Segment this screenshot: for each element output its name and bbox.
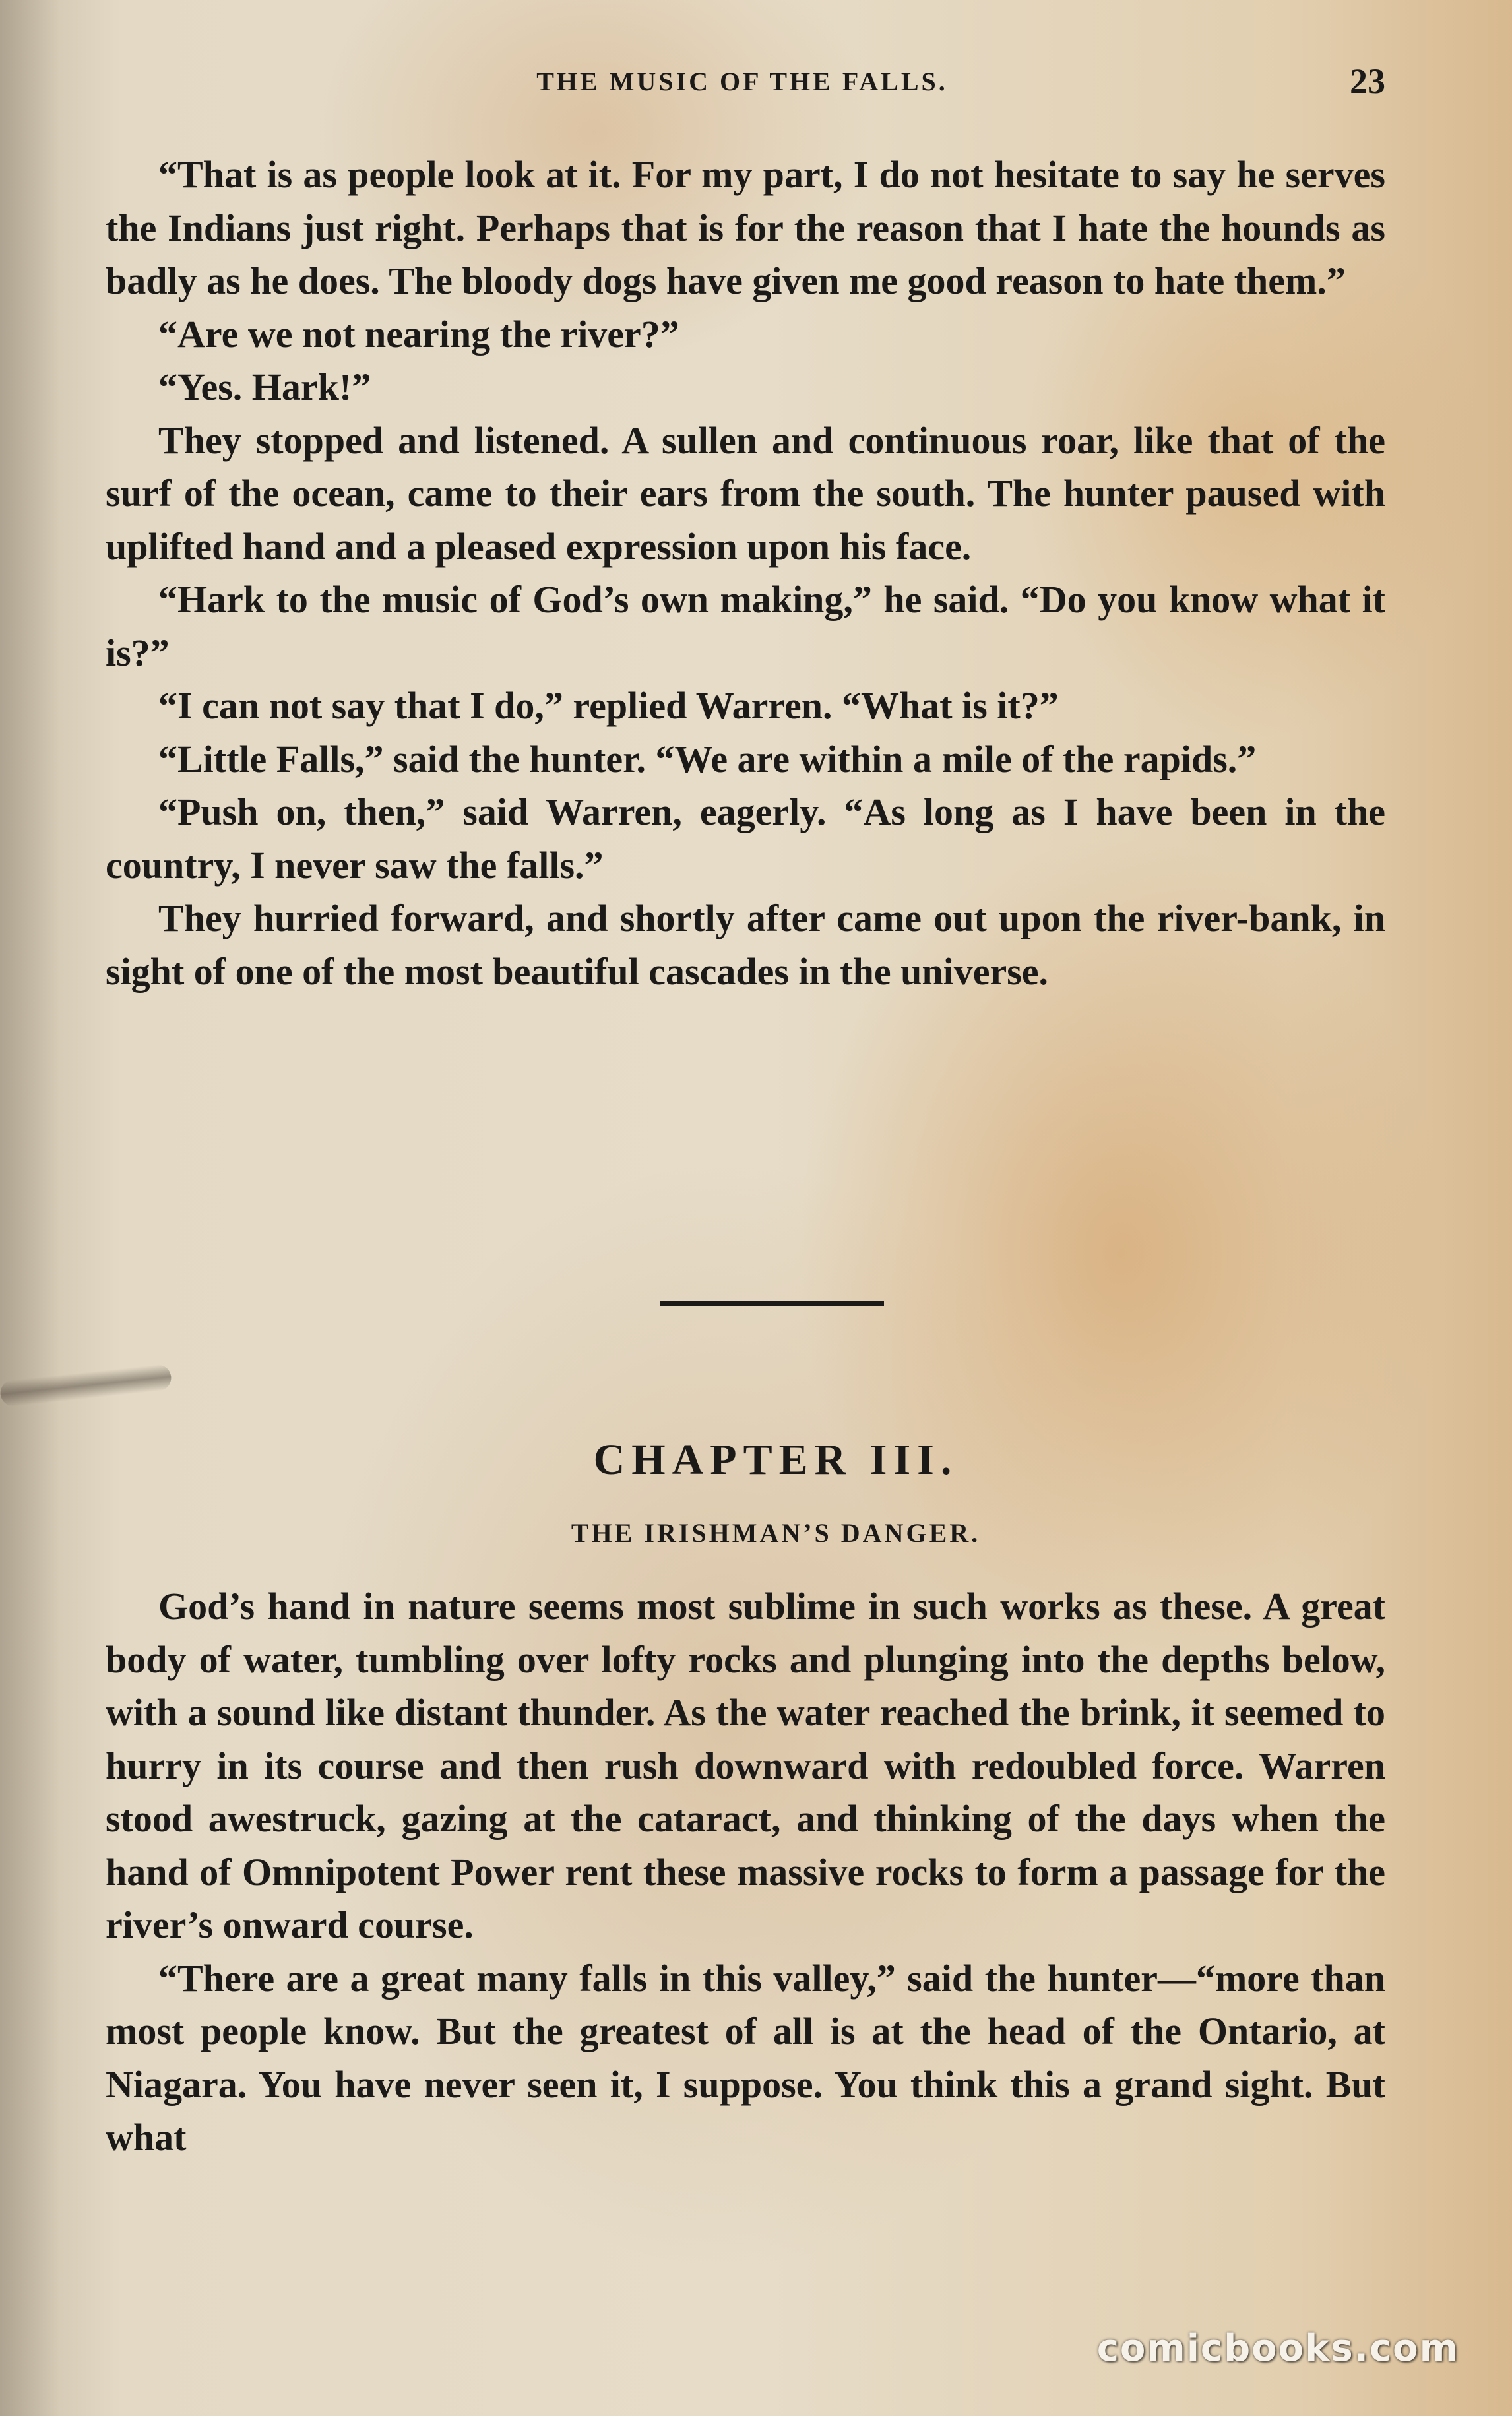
running-header [99, 61, 1385, 113]
paragraph: God’s hand in nature seems most sublime in such works as these. A great body of water, tumbling over lofty rocks and plunging into the depths below, with a sound like distant thunder. As the water reached the brink, it seemed to hurry in its course and then rush downward with redoubled force. Warren stood awestruck, gazing at the cataract, and thinking of the days when the hand of Omnipotent Power rent these massive rocks to form a passage for the river’s onward course. [106, 1585, 1385, 1946]
paragraph: “I can not say that I do,” replied Warren. “What is it?” [158, 684, 1059, 727]
running-title: THE MUSIC OF THE FALLS. [536, 67, 948, 96]
paragraph: “Hark to the music of God’s own making,” he said. “Do you know what it is?” [106, 578, 1385, 674]
paragraph: “Push on, then,” said Warren, eagerly. “As long as I have been in the country, I never saw the falls.” [106, 790, 1385, 887]
text-block-top [106, 148, 1385, 998]
paragraph: They stopped and listened. A sullen and continuous roar, like that of the surf of the ocean, came to their ears from the south. The hunter paused with uplifted hand and a pleased expression upon his face. [106, 418, 1385, 568]
text-block-bottom [106, 1580, 1385, 2165]
chapter-subtitle: THE IRISHMAN’S DANGER. [571, 1518, 981, 1548]
chapter-title: CHAPTER III. [593, 1436, 959, 1484]
paragraph: “That is as people look at it. For my part, I do not hesitate to say he serves the Indians just right. Perhaps that is for the reason that I hate the hounds as badly as he does. The bloody dogs have given me good reason to hate them.” [106, 153, 1385, 302]
page-number: 23 [1350, 61, 1385, 101]
page-gutter-shadow [0, 0, 59, 2416]
paragraph: They hurried forward, and shortly after came out upon the river-bank, in sight of one of the most beautiful cascades in the universe. [106, 897, 1385, 993]
paragraph: “Little Falls,” said the hunter. “We are within a mile of the rapids.” [158, 737, 1257, 780]
paragraph: “Yes. Hark!” [158, 366, 371, 408]
paragraph: “There are a great many falls in this valley,” said the hunter—“more than most people know. But the greatest of all is at the head of the Ontario, at Niagara. You have never seen it, I suppose. You think this a grand sight. But what [106, 1956, 1385, 2159]
paragraph: “Are we not nearing the river?” [158, 312, 679, 356]
watermark-text: comicbooks.com [1096, 2327, 1459, 2370]
section-divider-rule [660, 1301, 884, 1306]
